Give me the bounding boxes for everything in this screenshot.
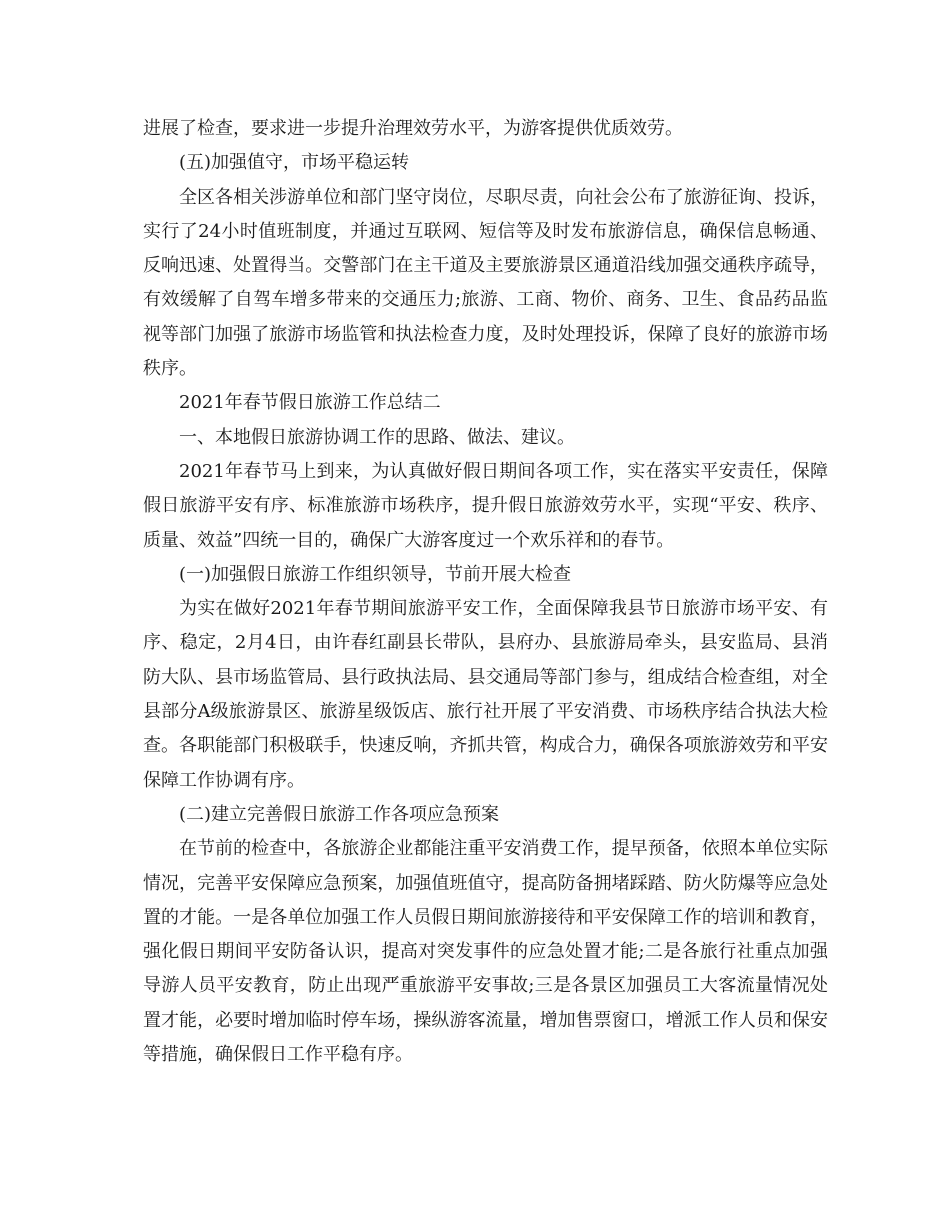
document-title-2: 2021年春节假日旅游工作总结二 (179, 392, 441, 414)
paragraph: 全区各相关涉游单位和部门坚守岗位，尽职尽责，向社会公布了旅游征询、投诉，实行了24小时值班制度，并通过互联网、短信等及时发布旅游信息，确保信息畅通、反响迅速、处置得当。交警部门在主干道及主要旅游景区通道沿线加强交通秩序疏导，有效缓解了自驾车增多带来的交通压力;旅游、工商、物价、商务、卫生、食品药品监视等部门加强了旅游市场监管和执法检查力度，及时处理投诉，保障了良好的旅游市场秩序。 (143, 186, 828, 380)
document-body (143, 112, 828, 1072)
paragraph: 为实在做好2021年春节期间旅游平安工作，全面保障我县节日旅游市场平安、有序、稳定，2月4日，由许春红副县长带队，县府办、县旅游局牵头，县安监局、县消防大队、县市场监管局、县行政执法局、县交通局等部门参与，组成结合检查组，对全县部分A级旅游景区、旅游星级饭店、旅行社开展了平安消费、市场秩序结合执法大检查。各职能部门积极联手，快速反响，齐抓共管，构成合力，确保各项旅游效劳和平安保障工作协调有序。 (143, 598, 828, 791)
section-heading-5: (五)加强值守，市场平稳运转 (179, 152, 410, 174)
paragraph: 2021年春节马上到来，为认真做好假日期间各项工作，实在落实平安责任，保障假日旅游平安有序、标准旅游市场秩序，提升假日旅游效劳水平，实现“平安、秩序、质量、效益”四统一目的，确保广大游客度过一个欢乐祥和的春节。 (143, 460, 828, 551)
paragraph: 在节前的检查中，各旅游企业都能注重平安消费工作，提早预备，依照本单位实际情况，完善平安保障应急预案，加强值班值守，提高防备拥堵踩踏、防火防爆等应急处置的才能。一是各单位加强工作人员假日期间旅游接待和平安保障工作的培训和教育，强化假日期间平安防备认识，提高对突发事件的应急处置才能;二是各旅行社重点加强导游人员平安教育，防止出现严重旅游平安事故;三是各景区加强员工大客流量情况处置才能，必要时增加临时停车场，操纵游客流量，增加售票窗口，增派工作人员和保安等措施，确保假日工作平稳有序。 (143, 838, 828, 1066)
section-heading-1: 一、本地假日旅游协调工作的思路、做法、建议。 (179, 426, 575, 448)
paragraph-continuation: 进展了检查，要求进一步提升治理效劳水平，为游客提供优质效劳。 (143, 118, 683, 139)
subsection-heading-2: (二)建立完善假日旅游工作各项应急预案 (179, 803, 500, 825)
subsection-heading-1: (一)加强假日旅游工作组织领导，节前开展大检查 (179, 563, 572, 585)
